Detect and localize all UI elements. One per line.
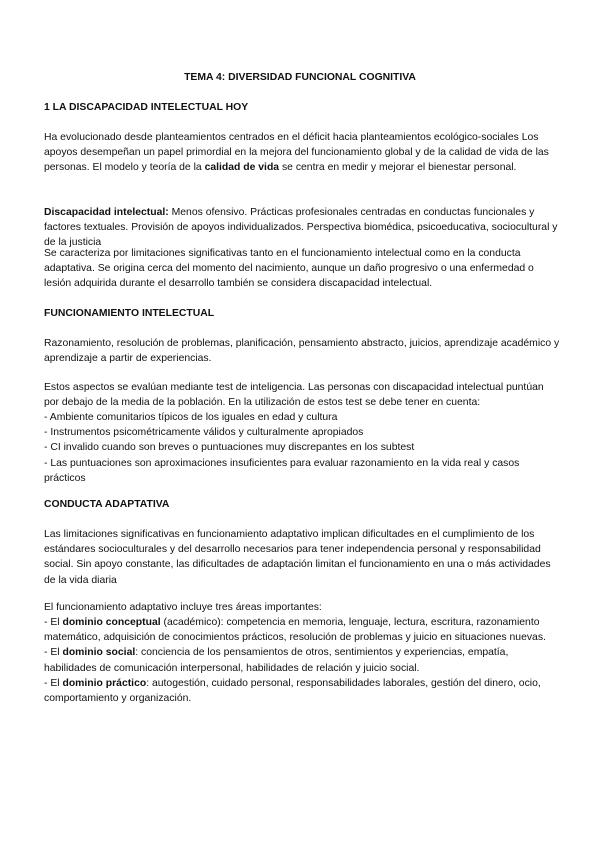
list-item: - Instrumentos psicométricamente válidos y culturalmente apropiados [44, 427, 364, 439]
paragraph-razonamiento: Razonamiento, resolución de problemas, planificación, pensamiento abstracto, juicios, aprendizaje académico y aprendizaje a partir de experiencias. [44, 338, 560, 365]
paragraph-evaluacion: Estos aspectos se evalúan mediante test de inteligencia. Las personas con discapacidad intelectual puntúan por debajo de la media de la población. En la utilización de estos test se debe tener en cuenta: [44, 382, 544, 409]
paragraph-areas: El funcionamiento adaptativo incluye tres áreas importantes: [44, 602, 322, 613]
paragraph-limitaciones: Las limitaciones significativas en funcionamiento adaptativo implican dificultades en el cumplimiento de los estándares socioculturales y del desarrollo necesarios para tener independencia personal y responsabilidad social. Sin apoyo constante, las dificultades de adaptación limitan el funcionamiento en una o más actividades de la vida diaria [44, 529, 551, 586]
list-item: - Las puntuaciones son aproximaciones insuficientes para evaluar razonamiento en la vida real y casos prácticos [44, 457, 520, 484]
list-item-dominio-social: - El dominio social: conciencia de los pensamientos de otros, sentimientos y experiencias, empatía, habilidades de comunicación interpersonal, habilidades de relación y juicio social. [44, 647, 509, 674]
page-title: TEMA 4: DIVERSIDAD FUNCIONAL COGNITIVA [184, 72, 416, 83]
bold-discapacidad-intelectual: Discapacidad intelectual: [44, 207, 169, 218]
paragraph-definicion: Discapacidad intelectual: Menos ofensivo. Prácticas profesionales centradas en conductas funcionales y factores textuales. Provisión de apoyos individualizados. Perspectiva biomédica, psicoeducativa, sociocultural y de la justicia [44, 207, 558, 249]
list-item-dominio-practico: - El dominio práctico: autogestión, cuidado personal, responsabilidades laborales, gestión del dinero, ocio, comportamiento y organización. [44, 677, 541, 705]
list-test-considerations [44, 410, 560, 486]
section-heading-funcionamiento: FUNCIONAMIENTO INTELECTUAL [44, 308, 215, 319]
paragraph-intro: Ha evolucionado desde planteamientos centrados en el déficit hacia planteamientos ecológico-sociales Los apoyos desempeñan un papel primordial en la mejora del funcionamiento global y de la calidad de vida de las personas. El modelo y teoría de la calidad de vida se centra en medir y mejorar el bienestar personal. [44, 132, 549, 174]
list-item: - CI invalido cuando son breves o puntuaciones muy discrepantes en los subtest [44, 442, 415, 454]
list-dominios [44, 615, 560, 706]
bold-calidad-de-vida: calidad de vida [204, 162, 280, 174]
section-heading-conducta: CONDUCTA ADAPTATIVA [44, 499, 170, 510]
section-heading-discapacidad: 1 LA DISCAPACIDAD INTELECTUAL HOY [44, 102, 249, 113]
list-item: - Ambiente comunitarios típicos de los iguales en edad y cultura [44, 412, 338, 423]
paragraph-caracteriza: Se caracteriza por limitaciones significativas tanto en el funcionamiento intelectual como en la conducta adaptativa. Se origina cerca del momento del nacimiento, aunque un daño progresivo o una enfermedad o lesión adquirida durante el desarrollo también se considera discapacidad intelectual. [44, 248, 534, 290]
list-item-dominio-conceptual: - El dominio conceptual (académico): competencia en memoria, lenguaje, lectura, escritura, razonamiento matemático, adquisición de conocimientos prácticos, resolución de problemas y juicio en situaciones nuevas. [44, 617, 546, 644]
